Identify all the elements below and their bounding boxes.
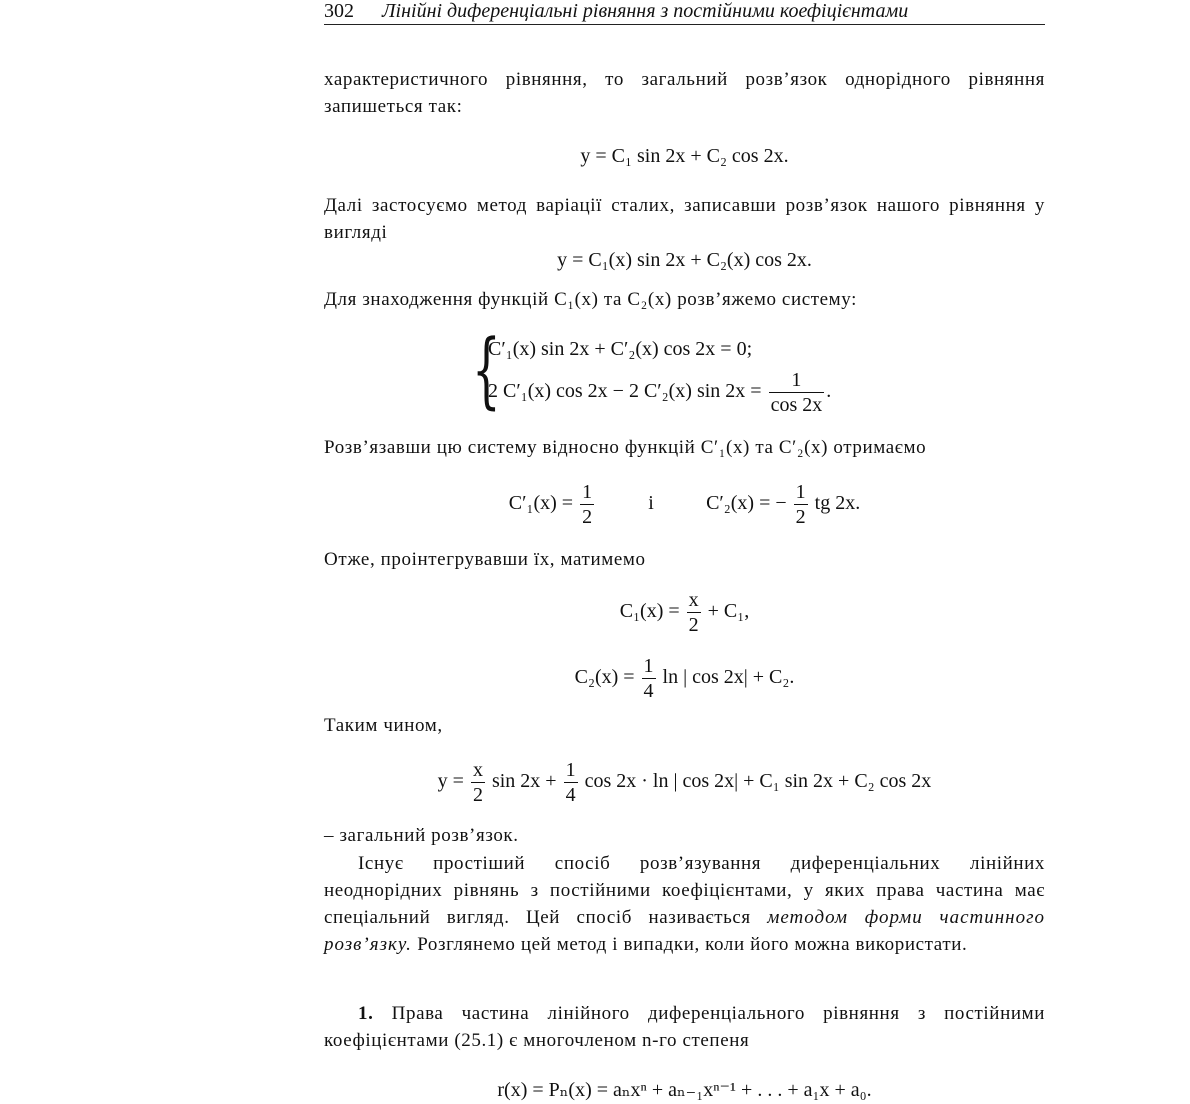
period: . xyxy=(826,380,832,403)
equation-derivatives xyxy=(324,480,1045,529)
numerator: 1 xyxy=(795,481,806,503)
fraction xyxy=(769,368,825,417)
equation-homogeneous-solution: y = C₁ sin 2x + C₂ cos 2x. xyxy=(580,145,789,167)
eq6-left: y = xyxy=(437,770,464,793)
denominator: 4 xyxy=(565,784,576,806)
fraction xyxy=(564,758,578,807)
paragraph-8-start: Існує простіший спосіб розв’язування диференціальних лінійних неоднорідних рівнянь з постійними коефіцієнтами, у яких права частина має спеціальний вигляд. Цей спосіб називається xyxy=(324,853,1045,928)
numerator: x xyxy=(472,759,483,781)
fraction xyxy=(794,480,808,529)
eq3-b-left: C′₂(x) = − xyxy=(706,492,787,515)
system-brace: { xyxy=(472,323,501,418)
paragraph-9-text: Права частина лінійного диференціального рівняння з постійними коефіцієнтами (25.1) є многочленом n-го степеня xyxy=(324,1003,1045,1051)
equation-variation-form: y = C₁(x) sin 2x + C₂(x) cos 2x. xyxy=(557,249,812,271)
equation-polynomial: r(x) = Pₙ(x) = aₙxⁿ + aₙ₋₁xⁿ⁻¹ + . . . + a₁x + a₀. xyxy=(497,1079,872,1101)
running-header xyxy=(324,0,1045,25)
equation-general-solution xyxy=(324,758,1045,807)
system-row-2-left: 2 C′₁(x) cos 2x − 2 C′₂(x) sin 2x = xyxy=(488,380,762,403)
paragraph-2: Далі застосуємо метод варіації сталих, записавши розв’язок нашого рівняння у вигляді xyxy=(324,195,1045,243)
and-word: і xyxy=(648,492,654,515)
paragraph-9 xyxy=(324,1000,1045,1054)
denominator: 2 xyxy=(582,506,593,528)
fraction xyxy=(642,654,656,703)
eq6-right: cos 2x · ln | cos 2x| + C₁ sin 2x + C₂ cos 2x xyxy=(584,770,932,793)
numerator: 1 xyxy=(769,368,825,393)
fraction xyxy=(687,588,701,637)
equation-c2 xyxy=(324,654,1045,703)
denominator: 4 xyxy=(643,680,654,702)
eq4-right: + C₁, xyxy=(707,600,750,623)
page-number: 302 xyxy=(324,0,354,22)
paragraph-1: характеристичного рівняння, то загальний розв’язок однорідного рівняння запишеться так: xyxy=(324,69,1045,117)
paragraph-3: Для знаходження функцій C₁(x) та C₂(x) розв’яжемо систему: xyxy=(324,289,858,310)
eq5-right: ln | cos 2x| + C₂. xyxy=(662,666,795,689)
fraction xyxy=(471,758,485,807)
method-name-italic: методом форми частинного розв’язку. xyxy=(324,907,1045,955)
paragraph-8 xyxy=(324,850,1045,958)
eq5-left: C₂(x) = xyxy=(574,666,635,689)
equation-c1 xyxy=(324,588,1045,637)
system-row-2 xyxy=(488,368,831,417)
numerator: 1 xyxy=(643,655,654,677)
case-number: 1. xyxy=(358,1003,374,1024)
numerator: 1 xyxy=(582,481,593,503)
paragraph-6: Таким чином, xyxy=(324,715,443,736)
equation-system xyxy=(472,323,892,418)
denominator: 2 xyxy=(795,506,806,528)
denominator: cos 2x xyxy=(770,394,823,416)
numerator: x xyxy=(688,589,699,611)
system-row-1: C′₁(x) sin 2x + C′₂(x) cos 2x = 0; xyxy=(488,338,753,360)
denominator: 2 xyxy=(688,614,699,636)
paragraph-8-end: Розглянемо цей метод і випадки, коли його можна використати. xyxy=(411,934,968,955)
eq3-b-right: tg 2x. xyxy=(814,492,861,515)
numerator: 1 xyxy=(565,759,576,781)
fraction xyxy=(580,480,594,529)
eq4-left: C₁(x) = xyxy=(619,600,680,623)
eq3-a-left: C′₁(x) = xyxy=(508,492,574,515)
paragraph-7: – загальний розв’язок. xyxy=(324,825,519,846)
paragraph-5: Отже, проінтегрувавши їх, матимемо xyxy=(324,549,646,570)
paragraph-4: Розв’язавши цю систему відносно функцій C′₁(x) та C′₂(x) отримаємо xyxy=(324,437,927,458)
denominator: 2 xyxy=(472,784,483,806)
running-title: Лінійні диференціальні рівняння з постійними коефіцієнтами xyxy=(382,0,909,22)
eq6-mid: sin 2x + xyxy=(491,770,557,793)
